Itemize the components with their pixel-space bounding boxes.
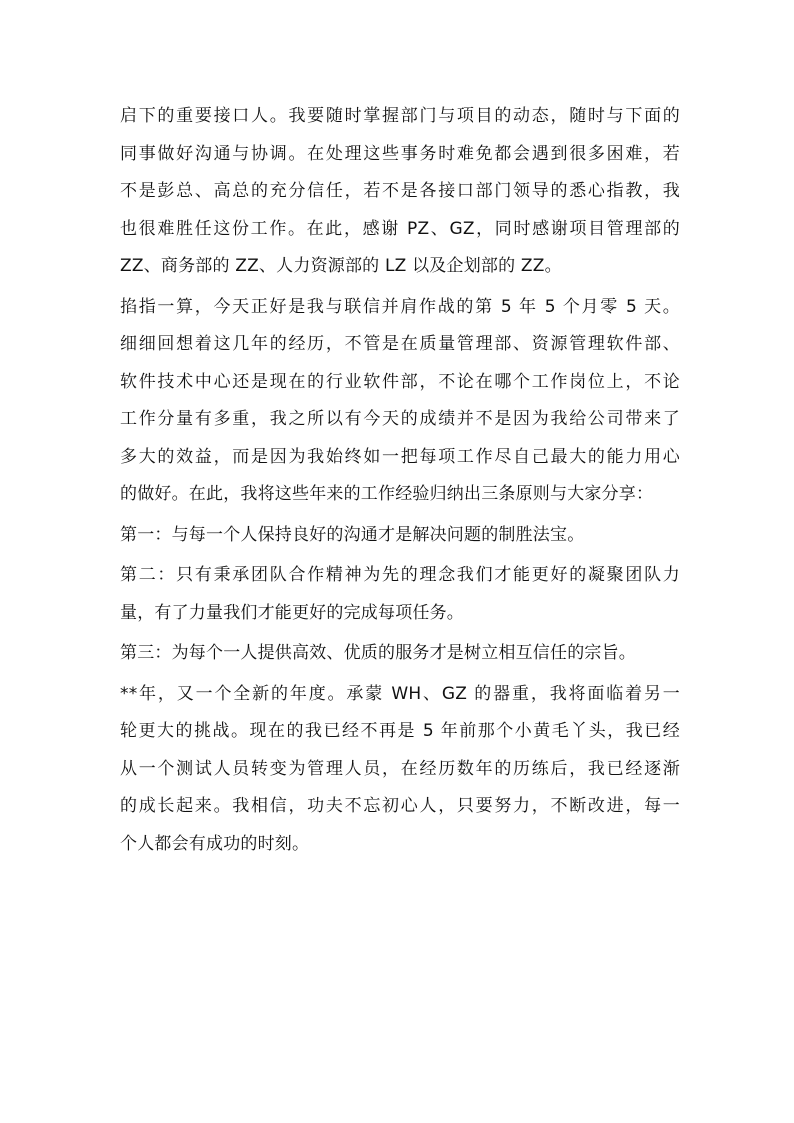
text-line: ZZ、商务部的 ZZ、人力资源部的 LZ 以及企划部的 ZZ。 xyxy=(120,256,562,276)
text-line: 第二：只有秉承团队合作精神为先的理念我们才能更好的凝聚团队力 xyxy=(120,565,680,585)
text-line: 多大的效益，而是因为我始终如一把每项工作尽自己最大的能力用心 xyxy=(120,446,680,467)
text-line: **年，又一个全新的年度。承蒙 WH、GZ 的器重，我将面临着另一 xyxy=(120,683,680,704)
text-line: 第三：为每个一人提供高效、优质的服务才是树立相互信任的宗旨。 xyxy=(120,643,636,663)
paragraph-principle-three xyxy=(120,635,680,673)
text-line: 也很难胜任这份工作。在此，感谢 PZ、GZ，同时感谢项目管理部的 xyxy=(120,218,680,239)
paragraph-principle-two xyxy=(120,557,680,632)
text-line: 的做好。在此，我将这些年来的工作经验归纳出三条原则与大家分享： xyxy=(120,484,654,504)
text-line: 第一：与每一个人保持良好的沟通才是解决问题的制胜法宝。 xyxy=(120,524,585,545)
document-body xyxy=(120,98,680,863)
text-line: 个人都会有成功的时刻。 xyxy=(120,833,310,854)
text-line: 轮更大的挑战。现在的我已经不再是 5 年前那个小黄毛丫头，我已经 xyxy=(120,721,680,741)
text-line: 的成长起来。我相信，功夫不忘初心人，只要努力，不断改进，每一 xyxy=(120,796,680,816)
text-line: 掐指一算，今天正好是我与联信并肩作战的第 5 年 5 个月零 5 天。 xyxy=(120,296,680,317)
text-line: 细细回想着这几年的经历，不管是在质量管理部、资源管理软件部、 xyxy=(120,334,680,354)
text-line: 量，有了力量我们才能更好的完成每项任务。 xyxy=(120,602,464,623)
text-line: 不是彭总、高总的充分信任，若不是各接口部门领导的悉心指教，我 xyxy=(120,181,680,201)
text-line: 从一个测试人员转变为管理人员，在经历数年的历练后，我已经逐渐 xyxy=(120,758,680,779)
paragraph-reflection xyxy=(120,289,680,514)
text-line: 软件技术中心还是现在的行业软件部，不论在哪个工作岗位上，不论 xyxy=(120,371,680,392)
text-line: 工作分量有多重，我之所以有今天的成绩并不是因为我给公司带来了 xyxy=(120,409,680,429)
text-line: 启下的重要接口人。我要随时掌握部门与项目的动态，随时与下面的 xyxy=(120,106,680,126)
paragraph-acknowledgements xyxy=(120,98,680,286)
paragraph-principle-one xyxy=(120,517,680,555)
text-line: 同事做好沟通与协调。在处理这些事务时难免都会遇到很多困难，若 xyxy=(120,143,680,164)
paragraph-outlook xyxy=(120,676,680,864)
